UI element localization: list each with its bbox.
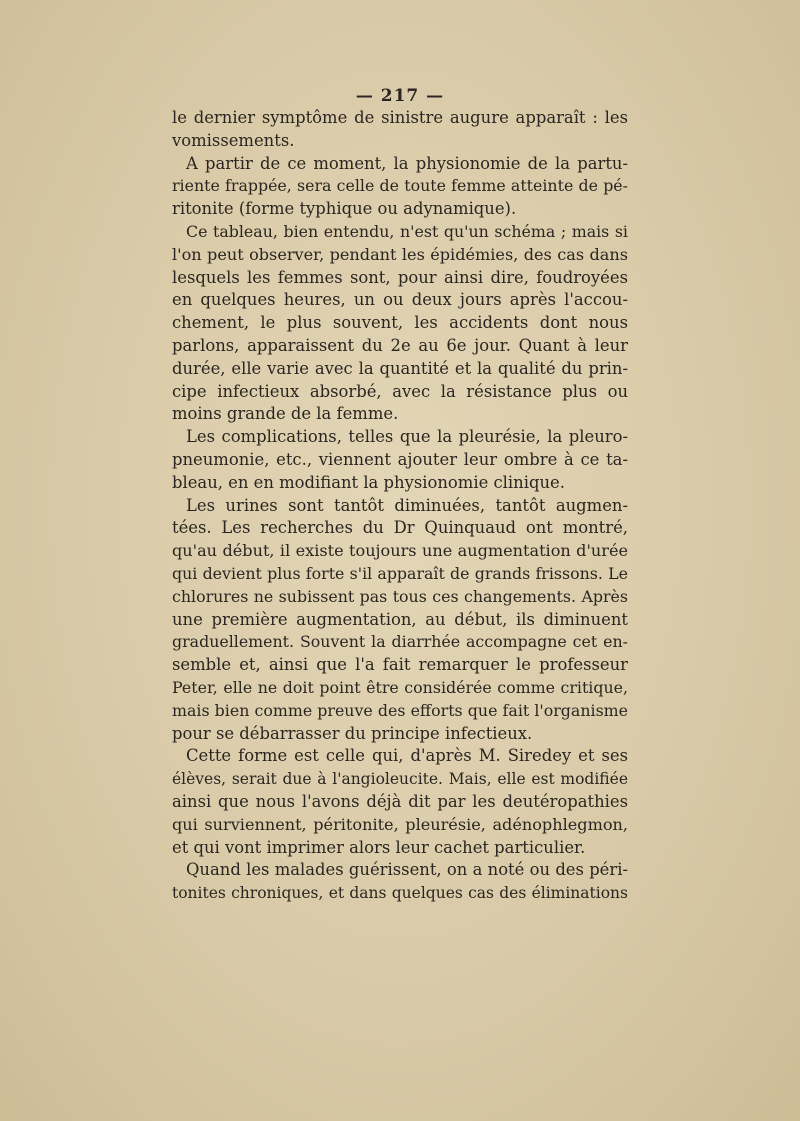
text-line: mais bien comme preuve des efforts que fait l'organisme: [172, 700, 628, 720]
text-line: pneumonie, etc., viennent ajouter leur ombre à ce ta-: [172, 449, 628, 469]
text-line: en quelques heures, un ou deux jours après l'accou-: [172, 290, 628, 310]
text-line: A partir de ce moment, la physionomie de la partu-: [186, 153, 628, 173]
body-text: [172, 107, 628, 905]
text-line: bleau, en en modifiant la physionomie clinique.: [172, 472, 565, 492]
text-line: qui surviennent, péritonite, pleurésie, adénophlegmon,: [172, 814, 628, 834]
text-line: Cette forme est celle qui, d'après M. Siredey et ses: [186, 746, 628, 766]
text-line: semble et, ainsi que l'a fait remarquer le professeur: [172, 655, 628, 675]
text-line: Ce tableau, bien entendu, n'est qu'un schéma ; mais si: [186, 221, 628, 241]
text-line: riente frappée, sera celle de toute femme atteinte de pé-: [172, 176, 628, 196]
text-line: élèves, serait due à l'angioleucite. Mais, elle est modifiée: [172, 770, 628, 789]
text-line: moins grande de la femme.: [172, 404, 399, 424]
text-line: graduellement. Souvent la diarrhée accompagne cet en-: [172, 632, 628, 652]
page-number: — 217 —: [355, 86, 445, 106]
text-line: Quand les malades guérissent, on a noté ou des péri-: [186, 860, 628, 880]
text-line: ainsi que nous l'avons déjà dit par les deutéropathies: [172, 791, 628, 811]
text-line: Les complications, telles que la pleurésie, la pleuro-: [186, 427, 628, 447]
text-line: Les urines sont tantôt diminuées, tantôt augmen-: [186, 495, 628, 515]
text-line: pour se débarrasser du principe infectieux.: [172, 723, 533, 743]
text-line: le dernier symptôme de sinistre augure apparaît : les: [172, 108, 628, 127]
text-line: l'on peut observer, pendant les épidémies, des cas dans: [172, 244, 628, 264]
text-line: durée, elle varie avec la quantité et la qualité du prin-: [172, 358, 628, 378]
text-line: qui devient plus forte s'il apparaît de grands frissons. Le: [172, 563, 628, 583]
text-line: et qui vont imprimer alors leur cachet particulier.: [172, 837, 586, 857]
text-line: ritonite (forme typhique ou adynamique).: [172, 199, 517, 219]
text-line: chement, le plus souvent, les accidents dont nous: [172, 313, 628, 333]
text-line: une première augmentation, au début, ils diminuent: [172, 609, 628, 629]
text-line: lesquels les femmes sont, pour ainsi dire, foudroyées: [172, 267, 628, 287]
text-line: parlons, apparaissent du 2e au 6e jour. Quant à leur: [172, 335, 628, 355]
text-line: tées. Les recherches du Dr Quinquaud ont montré,: [172, 518, 628, 538]
text-line: vomissements.: [172, 130, 295, 150]
text-line: chlorures ne subissent pas tous ces changements. Après: [172, 586, 628, 606]
text-line: tonites chroniques, et dans quelques cas des éliminations: [172, 884, 628, 903]
text-line: cipe infectieux absorbé, avec la résistance plus ou: [172, 381, 628, 401]
text-line: Peter, elle ne doit point être considérée comme critique,: [172, 677, 628, 697]
text-line: qu'au début, il existe toujours une augmentation d'urée: [172, 541, 628, 561]
